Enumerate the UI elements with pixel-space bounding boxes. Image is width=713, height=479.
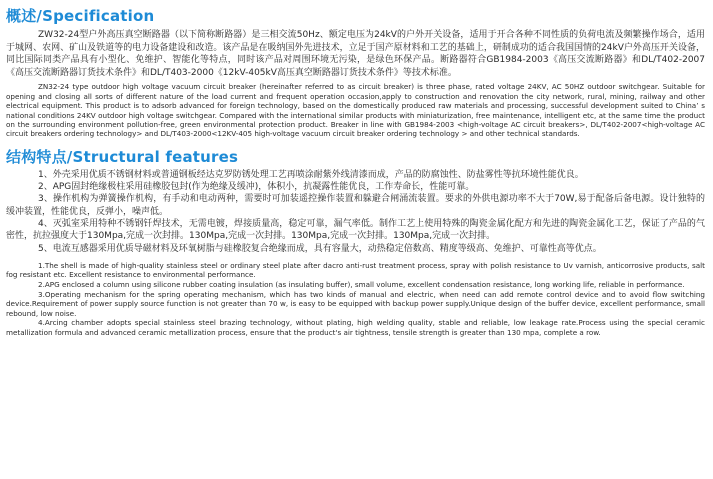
- overview-en-paragraph: ZN32-24 type outdoor high voltage vacuum circuit breaker (hereinafter referred to as circuit breaker) is three phase, rated voltage 24KV, AC 50HZ outdoor switchgear. Suitable for opening and closing all sorts of different nature of the load current and frequent operation occasion,apply to construction and renovation the city network, rural, mining, railway and other electrical equipment. This product is to adsorb advanced for foreign technology, based on the domestically produced raw materials and processing, successful development suited to China’ s national conditions 24KV outdoor high voltage switchgear. Compared with the international similar products with miniaturization, free maintenance, intelligent etc, at the same time the product on the surrounding environment pollution-free, green environmental protection product. Breaker in line with GB1984-2003 <high-voltage AC circuit breakers>, DL/T402-2007<high-voltage AC circuit breakers ordering technology> and DL/T403-2000<12KV-405 high-voltage vacuum circuit breaker ordering technology > and other technical standards.: [6, 82, 705, 139]
- feature-zh-item: 5、电流互感器采用优质导磁材料及环氧树脂与硅橡胶复合绝缘而成，具有容量大，动热稳定倍数高、精度等级高、免维护、可靠性高等优点。: [38, 243, 602, 254]
- overview-zh-paragraph: ZW32-24型户外高压真空断路器（以下简称断路器）是三相交流50Hz、额定电压为24kV的户外开关设备，适用于开合各种不同性质的负荷电流及频繁操作场合，适用于城网、农网、矿山及铁道等的电力设备建设和改造。该产品是在吸纳国外先进技术，立足于国产原材料和工艺的基础上，研制成功的适合我国国情的24kV户外高压开关设备，同比国际同类产品具有小型化、免维护、智能化等特点，同时该产品对周围环境无污染，是绿色环保产品。断路器符合GB1984-2003《高压交流断路器》和DL/T402-2007《高压交流断路器订货技术条件》和DL/T403-2000《12kV-405kV高压真空断路器订货技术条件》等技术标准。: [6, 30, 705, 78]
- feature-en-item: 2.APG enclosed a column using silicone rubber coating insulation (as insulating buffer), small volume, excellent condensation resistance, long working life, reliable in performance.: [38, 280, 685, 290]
- features-zh-list: [6, 169, 705, 255]
- features-en-list: [6, 261, 705, 338]
- feature-zh-item: 4、灭弧室采用特种不锈钢钎焊技术，无需电镀，焊接质量高，稳定可靠，漏气率低。制作工艺上使用特殊的陶瓷金属化配方和先进的陶瓷金属化工艺，保证了产品的气密性，抗拉强度大于130Mpa,完成一次封排。130Mpa,完成一次封排。130Mpa,完成一次封排。130Mpa,完成一次封排。: [6, 219, 705, 242]
- overview-heading: 概述/Specification: [6, 7, 155, 25]
- feature-zh-item: 1、外壳采用优质不锈钢材料或普通钢板经达克罗防锈处理工艺再喷涂耐紫外线清漆而成，产品的防腐蚀性、防盐雾性等抗环境性能优良。: [38, 169, 584, 180]
- features-heading: 结构特点/Structural features: [6, 147, 239, 166]
- feature-en-item: 4.Arcing chamber adopts special stainless steel brazing technology, without plating, high welding quality, stable and reliable, low leakage rate.Process using the special ceramic metallization formula and advanced ceramic metallization process, ensure that the product's air tightness, tensile strength is greater than 130 mpa, complete a row.: [6, 318, 705, 338]
- feature-zh-item: 2、APG固封绝缘极柱采用硅橡胶包封(作为绝缘及缓冲)，体积小，抗凝露性能优良，工作寿命长，性能可靠。: [38, 182, 475, 193]
- feature-en-item: 1.The shell is made of high-quality stainless steel or ordinary steel plate after dacro anti-rust treatment process, spray with polish resistance to Uv varnish, anticorrosive products, salt fog resistant etc. Excellent resistance to environmental performance.: [6, 260, 705, 280]
- feature-en-item: 3.Operating mechanism for the spring operating mechanism, which has two kinds of manual and electric, when need can add remote control device and to avoid flow switching device.Requirement of power supply source function is not greater than 70 w, is easy to be equipped with backup power supply.Unique design of the buffer device, excellent performance, small rebound, low noise.: [6, 289, 705, 318]
- feature-zh-item: 3、操作机构为弹簧操作机构，有手动和电动两种，需要时可加装遥控操作装置和躲避合闸涌流装置。要求的外供电源功率不大于70W,易于配备后备电源。设计独特的缓冲装置，性能优良，反弹小，噪声低。: [6, 194, 705, 217]
